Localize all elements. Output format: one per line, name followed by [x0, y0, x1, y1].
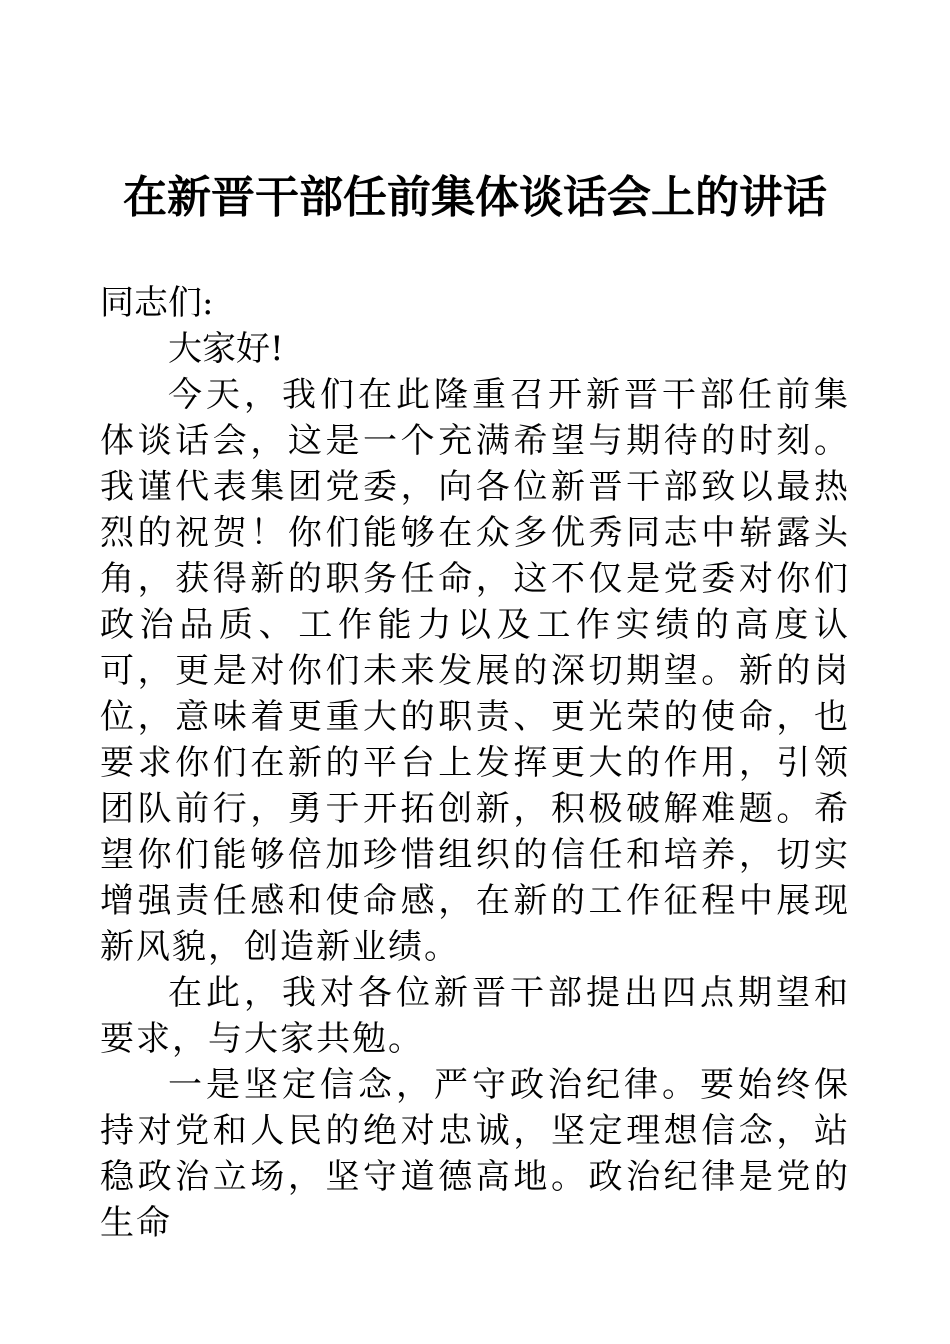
document-title: 在新晋干部任前集体谈话会上的讲话 — [123, 172, 827, 223]
greeting: 大家好! — [168, 329, 284, 369]
paragraph-point-one: 一是坚定信念，严守政治纪律。要始终保持对党和人民的绝对忠诚，坚定理想信念，站稳政治立场，坚守道德高地。政治纪律是党的生命 — [100, 1065, 850, 1243]
paragraph-opening: 今天，我们在此隆重召开新晋干部任前集体谈话会，这是一个充满希望与期待的时刻。我谨代表集团党委，向各位新晋干部致以最热烈的祝贺！你们能够在众多优秀同志中崭露头角，获得新的职务任命，这不仅是党委对你们政治品质、工作能力以及工作实绩的高度认可，更是对你们未来发展的深切期望。新的岗位，意味着更重大的职责、更光荣的使命，也要求你们在新的平台上发挥更大的作用，引领团队前行，勇于开拓创新，积极破解难题。希望你们能够倍加珍惜组织的信任和培养，切实增强责任感和使命感，在新的工作征程中展现新风貌，创造新业绩。 — [100, 375, 850, 967]
document-body — [100, 280, 850, 1246]
paragraph-requirements-intro: 在此，我对各位新晋干部提出四点期望和要求，与大家共勉。 — [100, 973, 850, 1059]
salutation: 同志们: — [100, 283, 214, 323]
